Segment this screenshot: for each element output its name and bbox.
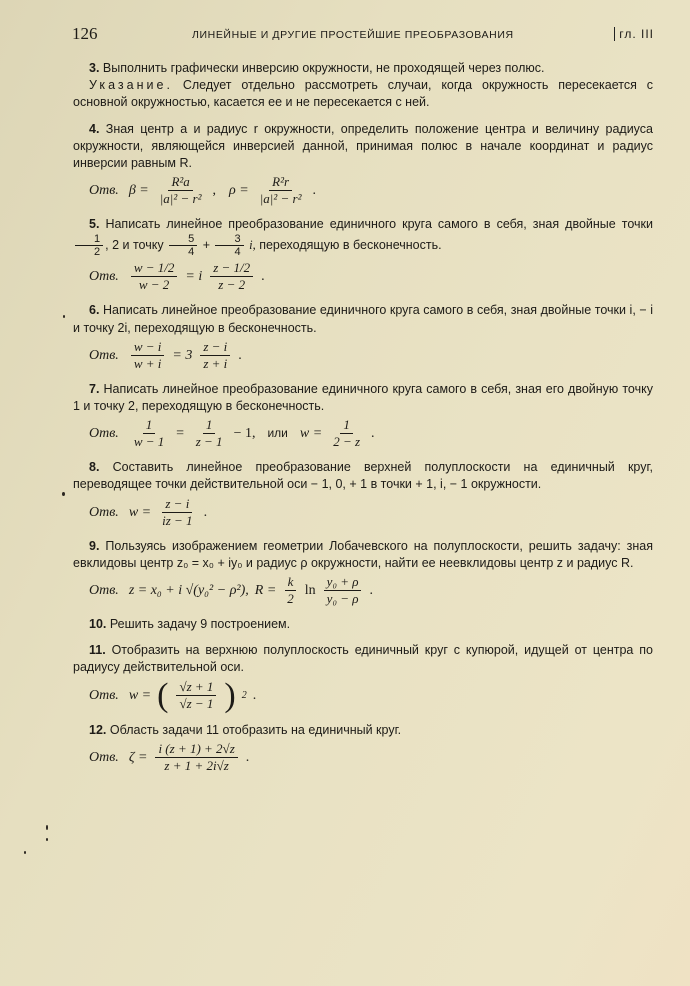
fraction	[157, 174, 205, 207]
numerator: w − 1/2	[131, 260, 178, 277]
numerator: z − i	[162, 496, 192, 513]
problem-10	[73, 616, 653, 633]
problem-text: Решить задачу 9 построением.	[109, 617, 291, 632]
problem-number: 9.	[89, 538, 100, 553]
fraction	[193, 417, 226, 450]
answer: Отв. z = x₀ + i √(y₀² − ρ²), R = $\frac{k}{2}$ ln $\frac{\text{y₀ + ρ}}{\text{y₀ − ρ}}$ .	[89, 574, 373, 607]
problem-text: Выполнить графически инверсию окружности, не проходящей через полюс.	[102, 61, 545, 75]
problem-5	[73, 216, 653, 293]
problem-text: Написать линейное преобразование единичного круга самого в себя, зная двойные точки	[105, 217, 653, 232]
numerator: y₀ + ρ	[324, 574, 362, 591]
denominator: z + 1 + 2i√z	[164, 757, 229, 773]
answer: Отв. w = $\frac{z - i}{iz - 1}$ .	[89, 495, 208, 528]
numerator: R²a	[168, 174, 192, 191]
plus-sign: +	[202, 238, 210, 253]
math-lhs: w =	[128, 688, 152, 704]
fraction	[215, 233, 243, 258]
scan-speck	[46, 825, 48, 830]
problem-9	[73, 538, 653, 607]
equals: = 3	[172, 347, 193, 363]
fraction	[210, 260, 253, 293]
fraction	[131, 339, 165, 372]
problem-number: 12.	[89, 722, 107, 737]
fraction	[200, 339, 230, 372]
problem-text: Зная центр a и радиус r окружности, определить положение центра и величину радиуса окружности, являющейся инверсией данной, принимая полюс в начале координат и радиус инверсии равным R.	[73, 121, 653, 171]
fraction	[284, 574, 297, 607]
problem-8	[73, 459, 653, 528]
denominator: w − 1	[133, 434, 165, 450]
numerator: 1	[75, 233, 103, 246]
right-paren: )	[224, 676, 236, 714]
problem-number: 8.	[89, 460, 100, 475]
problem-number: 5.	[89, 217, 100, 232]
answer: Отв. w = ( $\frac{√z + 1}{√z - 1}$ ) 2 .	[89, 676, 257, 714]
answer-label: Отв.	[89, 582, 119, 598]
denominator: |a|² − r²	[259, 191, 302, 207]
denominator: w + i	[133, 355, 162, 371]
problem-12	[73, 722, 653, 774]
numerator: 5	[169, 233, 197, 246]
exponent: 2	[241, 690, 247, 702]
fraction	[169, 233, 197, 258]
numerator: k	[285, 574, 297, 591]
numerator: i (z + 1) + 2√z	[155, 741, 237, 758]
answer: Отв. ζ = $\frac{i (z + 1) + 2√z}{z + 1 + 2i√z}$ .	[89, 740, 250, 773]
problem-text: , 2 и точку	[105, 238, 164, 253]
numerator: 1	[340, 417, 353, 434]
problem-number: 7.	[89, 381, 100, 396]
answer-label: Отв.	[89, 749, 119, 765]
problem-text: переходящую в бесконечность.	[259, 238, 442, 253]
answer: Отв. $\frac{w - 1/2}{w - 2}$ = i $\frac{z - 1/2}{z - 2}$ .	[89, 260, 265, 293]
answer-label: Отв.	[89, 183, 119, 199]
problem-3	[73, 60, 653, 112]
left-paren: (	[157, 676, 169, 714]
answer: Отв. β = $\frac{\text{R²a}}{\text{|a|² − r²}}$ , ρ = $\frac{\text{R²r}}{\text{|a|² − r²}}$ .	[89, 174, 316, 207]
answer-label: Отв.	[89, 269, 119, 285]
answer-label: Отв.	[89, 504, 119, 520]
denominator: z − 1	[195, 434, 223, 450]
denominator: y₀ − ρ	[326, 591, 359, 607]
numerator: z − 1/2	[210, 260, 253, 277]
numerator: 1	[143, 417, 156, 434]
fraction	[155, 741, 237, 774]
page-header	[72, 24, 654, 46]
answer: Отв. $\frac{w - i}{w + i}$ = 3 $\frac{z - i}{z + i}$ .	[89, 338, 242, 371]
problem-number: 6.	[89, 303, 100, 318]
fraction	[75, 233, 103, 258]
ln-operator: ln	[304, 582, 316, 598]
problem-number: 10.	[89, 617, 107, 632]
denominator: 2 − z	[333, 434, 361, 450]
answer-label: Отв.	[89, 426, 119, 442]
answer: Отв. $\frac{1}{w - 1}$ = $\frac{1}{z - 1}$ − 1, или w = $\frac{1}{2 - z}$ .	[89, 417, 375, 450]
hint-label: Указание.	[89, 78, 173, 93]
denominator: 4	[188, 246, 195, 259]
math-lhs: ζ =	[128, 749, 148, 765]
denominator: 4	[234, 246, 241, 259]
problem-number: 11.	[89, 643, 106, 658]
fraction	[131, 260, 178, 293]
problem-text: Написать линейное преобразование единичного круга самого в себя, зная двойные точки i, − i и точку 2i, переходящую в бесконечность.	[73, 303, 653, 335]
problem-text: Область задачи 11 отобразить на единичный круг.	[109, 722, 402, 737]
math-tail: − 1,	[233, 426, 256, 442]
denominator: 2	[287, 591, 294, 607]
fraction	[176, 679, 216, 712]
imaginary-unit: i,	[249, 238, 256, 253]
denominator: z + i	[203, 355, 228, 371]
numerator: R²r	[269, 174, 292, 191]
numerator: 3	[215, 233, 243, 246]
running-title: ЛИНЕЙНЫЕ И ДРУГИЕ ПРОСТЕЙШИЕ ПРЕОБРАЗОВАНИЯ	[192, 29, 514, 41]
fraction	[131, 417, 167, 450]
problem-6	[73, 302, 653, 371]
math-expression: z = x₀ + i √(y₀² − ρ²),	[128, 582, 249, 598]
fraction	[330, 417, 363, 450]
scan-speck	[46, 838, 48, 841]
equals: =	[175, 426, 185, 442]
problem-text: Пользуясь изображением геометрии Лобачевского на полуплоскости, решить задачу: зная евклидовы центр z₀ = x₀ + iy₀ и радиус ρ окружности, найти ее неевклидовы центр z и радиус R.	[73, 538, 653, 570]
denominator: z − 2	[218, 277, 246, 293]
scan-speck	[63, 315, 65, 318]
problem-11	[73, 642, 653, 712]
problem-text: Написать линейное преобразование единичного круга самого в себя, зная его двойную точку 1 и точку 2, переходящую в бесконечность.	[73, 381, 653, 414]
answer-label: Отв.	[89, 347, 119, 363]
denominator: |a|² − r²	[159, 191, 202, 207]
equals: = i	[185, 269, 203, 285]
denominator: iz − 1	[162, 512, 193, 528]
chapter-label: гл. III	[614, 27, 654, 41]
denominator: 2	[94, 246, 101, 259]
hint-text: Следует отдельно рассмотреть случаи, когда окружность пересекается с основной окружностью, касается ее и не пересекается с ней.	[73, 78, 653, 110]
numerator: z − i	[200, 339, 230, 356]
fraction	[324, 574, 362, 607]
numerator: w − i	[131, 339, 165, 356]
scan-speck	[24, 851, 26, 854]
page-number: 126	[72, 24, 98, 43]
math-lhs: w =	[299, 426, 323, 442]
problem-number: 3.	[89, 61, 100, 75]
scan-speck	[62, 492, 65, 496]
denominator: √z − 1	[179, 696, 214, 712]
numerator: 1	[203, 417, 216, 434]
math-lhs: ρ =	[229, 183, 249, 199]
numerator: √z + 1	[176, 679, 216, 696]
problem-text: Составить линейное преобразование верхней полуплоскости на единичный круг, переводящее точки действительной оси − 1, 0, + 1 в точки + 1, i, − 1 окружности.	[73, 460, 653, 492]
math-lhs: β =	[128, 183, 149, 199]
denominator: w − 2	[138, 277, 170, 293]
or-word: или	[267, 426, 288, 441]
problems-list	[73, 60, 653, 783]
problem-number: 4.	[89, 121, 100, 136]
fraction	[159, 496, 195, 529]
problem-4	[73, 121, 653, 208]
math-lhs: R =	[254, 582, 277, 598]
fraction	[257, 174, 305, 207]
problem-text: Отобразить на верхнюю полуплоскость единичный круг с купюрой, идущей от центра по радиусу действительной оси.	[73, 643, 653, 675]
math-lhs: w =	[128, 504, 152, 520]
problem-7	[73, 381, 653, 450]
answer-label: Отв.	[89, 688, 119, 704]
